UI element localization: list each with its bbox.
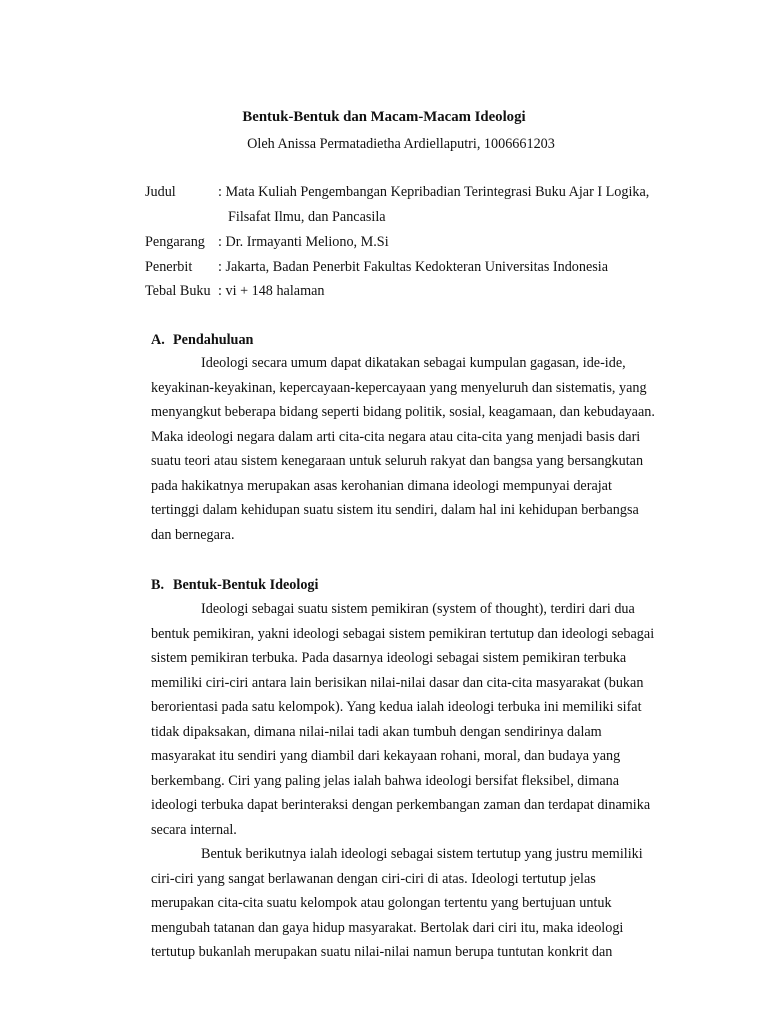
paragraph-line: masyarakat itu sendiri yang diambil dari kekayaan rohani, moral, dan budaya yang [151, 748, 621, 764]
paragraph-line: tidak dipaksakan, dimana nilai-nilai tadi akan tumbuh dengan sendirinya dalam [151, 723, 602, 740]
meta-label-penerbit: Penerbit [145, 259, 193, 275]
paragraph-line: Ideologi secara umum dapat dikatakan sebagai kumpulan gagasan, ide-ide, [201, 355, 626, 371]
paragraph-line: memiliki ciri-ciri antara lain berisikan nilai-nilai dasar dan cita-cita masyarakat (bukan [151, 674, 644, 691]
meta-label-judul: Judul [145, 184, 176, 200]
meta-value-pengarang: : Dr. Irmayanti Meliono, M.Si [218, 234, 389, 250]
meta-row-penerbit [145, 259, 608, 276]
meta-value-judul-cont: Filsafat Ilmu, dan Pancasila [228, 209, 386, 225]
paragraph-line: Bentuk berikutnya ialah ideologi sebagai sistem tertutup yang justru memiliki [201, 846, 643, 862]
paragraph-line: pada hakikatnya merupakan asas kerohanian dimana ideologi mempunyai derajat [151, 477, 612, 494]
section-a-paragraph [151, 351, 655, 547]
paragraph-line: tertinggi dalam kehidupan suatu sistem itu sendiri, dalam hal ini kehidupan berbangsa [151, 502, 639, 518]
meta-row-judul [145, 184, 649, 201]
paragraph-line: berorientasi pada satu kelompok). Yang kedua ialah ideologi terbuka ini memiliki sifat [151, 699, 642, 715]
meta-label-tebal-buku: Tebal Buku [145, 283, 211, 299]
meta-row-tebal-buku [145, 283, 325, 300]
paragraph-line: berkembang. Ciri yang paling jelas ialah bahwa ideologi bersifat fleksibel, dimana [151, 772, 620, 789]
paragraph-line: merupakan cita-cita suatu kelompok atau golongan tertentu yang bertujuan untuk [151, 895, 612, 911]
section-a-heading [151, 332, 253, 349]
section-b-title: Bentuk-Bentuk Ideologi [173, 577, 319, 593]
paragraph-line: mengubah tatanan dan gaya hidup masyarakat. Bertolak dari ciri itu, maka ideologi [151, 919, 624, 936]
section-b-paragraph-1 [151, 597, 655, 842]
section-a-number: A. [151, 332, 165, 348]
section-a-title: Pendahuluan [173, 332, 254, 348]
paragraph-line: suatu teori atau sistem kenegaraan untuk seluruh rakyat dan bangsa yang bersangkutan [151, 453, 644, 469]
paragraph-line: Ideologi sebagai suatu sistem pemikiran (system of thought), terdiri dari dua [201, 601, 635, 617]
paragraph-line: bentuk pemikiran, yakni ideologi sebagai sistem pemikiran tertutup dan ideologi sebagai [151, 625, 655, 642]
paragraph-line: keyakinan-keyakinan, kepercayaan-kepercayaan yang menyeluruh dan sistematis, yang [151, 379, 647, 396]
document-title: Bentuk-Bentuk dan Macam-Macam Ideologi [242, 109, 526, 125]
paragraph-line: menyangkut beberapa bidang seperti bidang politik, sosial, keagamaan, dan kebudayaan. [151, 404, 655, 420]
meta-row-pengarang [145, 234, 389, 251]
paragraph-line: sistem pemikiran terbuka. Pada dasarnya ideologi sebagai sistem pemikiran terbuka [151, 650, 627, 666]
paragraph-line: ideologi terbuka dapat berinteraksi dengan perkembangan zaman dan terdapat dinamika [151, 797, 651, 813]
section-b-heading [151, 577, 318, 594]
section-b-paragraph-2 [151, 842, 646, 965]
meta-label-pengarang: Pengarang [145, 234, 205, 250]
paragraph-line: dan bernegara. [151, 526, 235, 543]
paragraph-line: ciri-ciri yang sangat berlawanan dengan ciri-ciri di atas. Ideologi tertutup jelas [151, 870, 596, 887]
paragraph-line: secara internal. [151, 821, 237, 838]
author-line: Oleh Anissa Permatadietha Ardiellaputri, 1006661203 [247, 136, 555, 152]
paragraph-line: Maka ideologi negara dalam arti cita-cita negara atau cita-cita yang menjadi basis dari [151, 428, 641, 445]
meta-value-penerbit: : Jakarta, Badan Penerbit Fakultas Kedokteran Universitas Indonesia [218, 259, 609, 275]
section-b-number: B. [151, 577, 165, 593]
paragraph-line: tertutup bukanlah merupakan suatu nilai-nilai namun berupa tuntutan konkrit dan [151, 944, 613, 960]
meta-value-judul: : Mata Kuliah Pengembangan Kepribadian Terintegrasi Buku Ajar I Logika, [218, 184, 650, 200]
meta-value-tebal-buku: : vi + 148 halaman [218, 283, 325, 299]
